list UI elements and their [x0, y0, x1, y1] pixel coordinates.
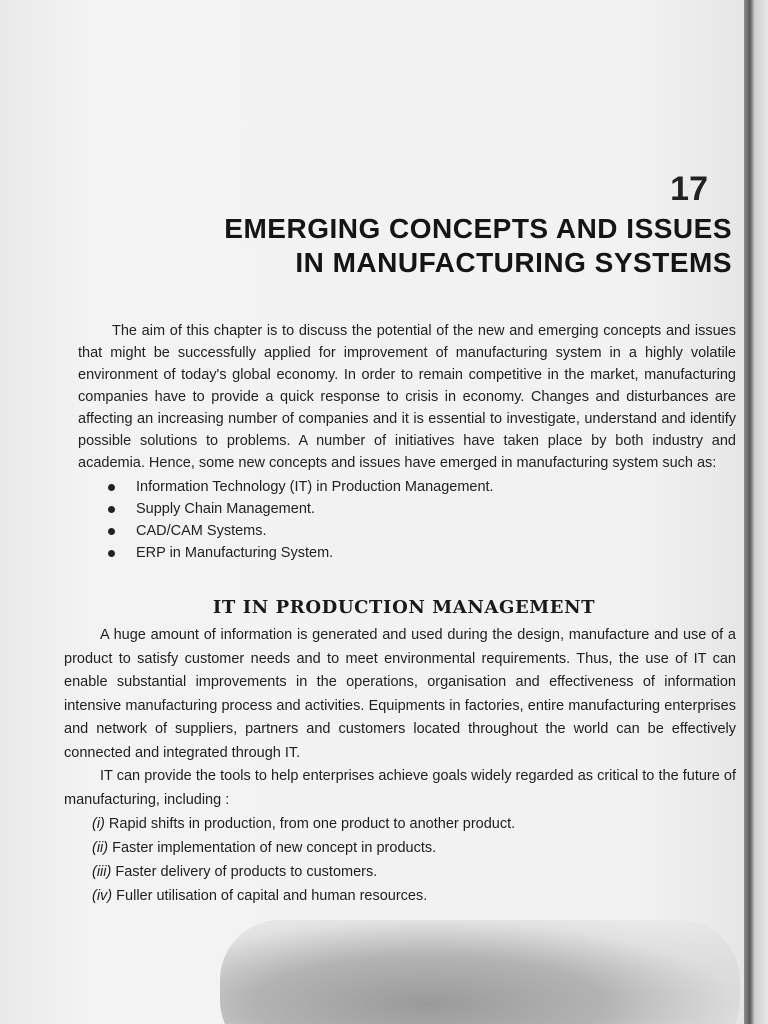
benefit-text: Faster delivery of products to customers.	[115, 864, 378, 880]
concept-item	[108, 476, 736, 498]
chapter-title-line-1: EMERGING CONCEPTS AND ISSUES	[224, 213, 732, 244]
concepts-list	[108, 476, 736, 564]
bullet-icon	[108, 506, 115, 513]
intro-paragraph: The aim of this chapter is to discuss the potential of the new and emerging concepts and issues that might be successfully applied for improvement of manufacturing system in a highly volatile environment of today's global economy. In order to remain competitive in the market, manufacturing companies have to provide a quick response to crisis in economy. Changes and disturbances are affecting an increasing number of companies and it is essential to investigate, understand and identify possible solutions to problems. A number of initiatives have taken place by both industry and academia. Hence, some new concepts and issues have emerged in manufacturing system such as:	[78, 323, 736, 471]
chapter-title-line-2: IN MANUFACTURING SYSTEMS	[295, 247, 732, 278]
benefit-text: Faster implementation of new concept in products.	[112, 840, 437, 856]
concept-label: CAD/CAM Systems.	[136, 523, 267, 539]
benefit-number: (i)	[92, 816, 105, 832]
benefit-number: (ii)	[92, 840, 109, 856]
benefit-number: (iv)	[92, 888, 113, 904]
bullet-icon	[108, 528, 115, 535]
section-paragraph-1: A huge amount of information is generated and used during the design, manufacture and use of a product to satisfy customer needs and to meet environmental requirements. Thus, the use of IT can enable substantial improvements in the operations, organisation and effectiveness of information intensive manufacturing process and activities. Equipments in factories, entire manufacturing enterprises and network of suppliers, partners and customers located throughout the world can be effectively connected and integrated through IT.	[64, 627, 736, 761]
benefit-item	[92, 812, 736, 836]
concept-label: ERP in Manufacturing System.	[136, 545, 334, 561]
chapter-number: 17	[670, 170, 708, 208]
bullet-icon	[108, 550, 115, 557]
section-heading: IT IN PRODUCTION MANAGEMENT	[212, 597, 596, 618]
concept-label: Supply Chain Management.	[136, 501, 315, 517]
section-body	[64, 624, 736, 908]
bullet-icon	[108, 484, 115, 491]
benefit-number: (iii)	[92, 864, 112, 880]
intro-section	[78, 320, 736, 564]
thumb-shadow	[220, 920, 740, 1024]
benefit-text: Rapid shifts in production, from one product to another product.	[108, 816, 516, 832]
benefit-text: Fuller utilisation of capital and human resources.	[116, 888, 428, 904]
section-paragraph-2: IT can provide the tools to help enterprises achieve goals widely regarded as critical to the future of manufacturing, including :	[64, 768, 736, 808]
concept-item	[108, 542, 736, 564]
benefit-item	[92, 836, 736, 860]
book-spine	[744, 0, 768, 1024]
benefits-list	[92, 812, 736, 908]
benefit-item	[92, 884, 736, 908]
chapter-title	[128, 212, 732, 280]
concept-item	[108, 498, 736, 520]
concept-item	[108, 520, 736, 542]
benefit-item	[92, 860, 736, 884]
concept-label: Information Technology (IT) in Production Management.	[136, 479, 494, 495]
